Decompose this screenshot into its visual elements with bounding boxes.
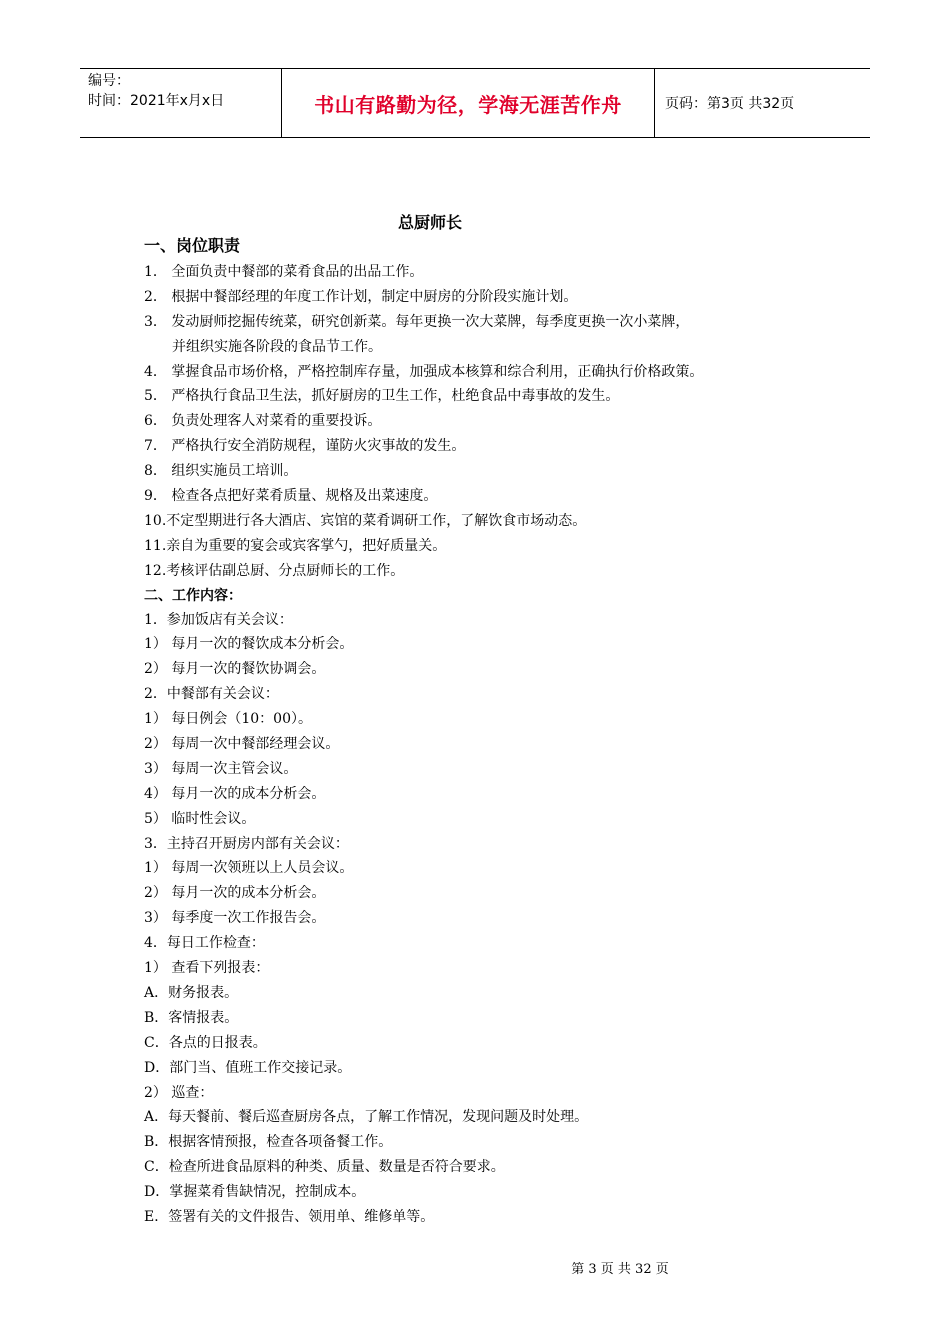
work-item: 4．每日工作检查： [144, 935, 265, 952]
work-item: D．掌握菜肴售缺情况，控制成本。 [144, 1184, 366, 1201]
work-item: 1．参加饭店有关会议： [144, 611, 293, 628]
work-item: B．根据客情预报，检查各项备餐工作。 [144, 1134, 393, 1151]
header-motto: 书山有路勤为径，学海无涯苦作舟 [282, 69, 655, 137]
work-item: 2） 每月一次的餐饮协调会。 [144, 661, 326, 678]
page-footer: 第 3 页 共 32 页 [571, 1262, 669, 1277]
document-body [144, 232, 824, 1230]
duty-item: 9． 检查各点把好菜肴质量、规格及出菜速度。 [144, 488, 438, 505]
work-item: 3．主持召开厨房内部有关会议： [144, 835, 349, 852]
duty-item: 1． 全面负责中餐部的菜肴食品的出品工作。 [144, 264, 424, 280]
duty-item: 12.考核评估副总厨、分点厨师长的工作。 [144, 562, 405, 579]
work-item: 1） 查看下列报表： [144, 960, 270, 977]
work-item: 2） 巡查： [144, 1084, 214, 1101]
work-item: 1） 每周一次领班以上人员会议。 [144, 860, 354, 877]
work-item: 3） 每季度一次工作报告会。 [144, 910, 326, 927]
work-item: A．财务报表。 [144, 984, 239, 1001]
work-item: C．检查所进食品原料的种类、质量、数量是否符合要求。 [144, 1159, 505, 1176]
duty-item: 4． 掌握食品市场价格，严格控制库存量，加强成本核算和综合利用，正确执行价格政策。 [144, 363, 704, 380]
duty-item: 7． 严格执行安全消防规程，谨防火灾事故的发生。 [144, 438, 466, 455]
header-page-info: 页码：第3页 共32页 [665, 96, 795, 112]
document-time-label: 时间：2021年x月x日 [88, 93, 225, 109]
duty-item: 8． 组织实施员工培训。 [144, 463, 298, 480]
work-item: A．每天餐前、餐后巡查厨房各点，了解工作情况，发现问题及时处理。 [144, 1109, 589, 1126]
document-header [80, 68, 870, 138]
duty-item-continuation: 并组织实施各阶段的食品节工作。 [172, 338, 382, 355]
document-number-label: 编号： [88, 73, 130, 89]
work-item: D．部门当、值班工作交接记录。 [144, 1059, 352, 1076]
duty-item: 2． 根据中餐部经理的年度工作计划，制定中厨房的分阶段实施计划。 [144, 288, 578, 305]
section-heading-work-content: 二、工作内容： [144, 587, 242, 604]
work-item: 4） 每月一次的成本分析会。 [144, 785, 326, 802]
work-item: 2） 每月一次的成本分析会。 [144, 885, 326, 902]
work-item: E．签署有关的文件报告、领用单、维修单等。 [144, 1208, 435, 1225]
work-item: C．各点的日报表。 [144, 1034, 267, 1051]
duty-item: 6． 负责处理客人对菜肴的重要投诉。 [144, 413, 382, 430]
work-item: 5） 临时性会议。 [144, 810, 256, 827]
document-title: 总厨师长 [397, 213, 462, 232]
duty-item: 3． 发动厨师挖掘传统菜，研究创新菜。每年更换一次大菜牌，每季度更换一次小菜牌， [144, 313, 690, 330]
duty-item: 11.亲自为重要的宴会或宾客掌勺，把好质量关。 [144, 537, 447, 554]
work-item: 2） 每周一次中餐部经理会议。 [144, 736, 340, 753]
work-item: 1） 每月一次的餐饮成本分析会。 [144, 636, 354, 653]
header-left-cell [80, 69, 282, 137]
work-item: 2．中餐部有关会议： [144, 686, 279, 703]
section-heading-duties: 一、岗位职责 [144, 236, 241, 255]
work-item: B．客情报表。 [144, 1009, 239, 1026]
work-item: 3） 每周一次主管会议。 [144, 760, 298, 777]
duty-item: 5． 严格执行食品卫生法，抓好厨房的卫生工作，杜绝食品中毒事故的发生。 [144, 388, 620, 405]
duty-item: 10.不定型期进行各大酒店、宾馆的菜肴调研工作，了解饮食市场动态。 [144, 512, 587, 529]
work-item: 1） 每日例会（10：00）。 [144, 711, 312, 728]
